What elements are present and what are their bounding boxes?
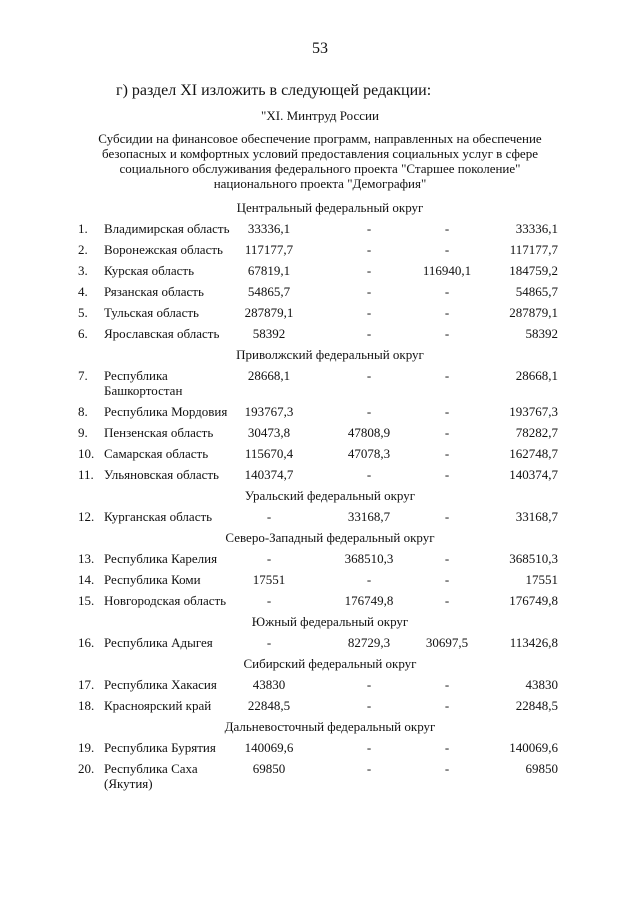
value-col-2: - [366, 698, 372, 713]
value-col-2: - [366, 467, 372, 482]
value-total: 184759,2 [509, 263, 558, 278]
value-total: 22848,5 [515, 698, 558, 713]
row-number: 3. [78, 263, 88, 278]
region-heading: Южный федеральный округ [251, 614, 409, 629]
value-col-1: 117177,7 [244, 242, 294, 257]
row-number: 20. [78, 761, 95, 776]
subject-name-line: Республика [104, 368, 168, 383]
value-col-3: - [444, 305, 450, 320]
region-heading: Сибирский федеральный округ [243, 656, 417, 671]
value-col-1: 58392 [252, 326, 286, 341]
value-col-1: - [266, 635, 272, 650]
value-total: 33336,1 [515, 221, 558, 236]
value-total: 140069,6 [509, 740, 558, 755]
row-number: 11. [78, 467, 94, 482]
table-row [0, 366, 640, 402]
value-col-1: - [266, 551, 272, 566]
value-col-1: 193767,3 [244, 404, 294, 419]
table-row [0, 549, 640, 570]
value-col-3: - [444, 446, 450, 461]
table-row [0, 240, 640, 261]
region-heading: Центральный федеральный округ [236, 200, 424, 215]
subject-name-line: Башкортостан [104, 383, 183, 398]
value-col-1: 140374,7 [244, 467, 294, 482]
value-col-3: - [444, 242, 450, 257]
subject-name-line: (Якутия) [104, 776, 153, 791]
value-total: 33168,7 [515, 509, 558, 524]
subtitle [95, 131, 545, 191]
row-number: 12. [78, 509, 95, 524]
value-total: 54865,7 [515, 284, 558, 299]
value-col-2: - [366, 677, 372, 692]
value-col-2: - [366, 761, 372, 776]
value-col-3: - [444, 368, 450, 383]
value-col-1: - [266, 593, 272, 608]
row-number: 17. [78, 677, 95, 692]
value-col-3: - [444, 572, 450, 587]
table-row [0, 324, 640, 345]
table-row [0, 465, 640, 486]
value-col-1: 69850 [252, 761, 286, 776]
value-col-3: 116940,1 [422, 263, 472, 278]
subtitle-line: национального проекта "Демография" [213, 176, 427, 191]
value-col-2: - [366, 305, 372, 320]
table-row [0, 738, 640, 759]
intro-text: г) раздел XI изложить в следующей редакции: [116, 82, 432, 99]
value-col-2: - [366, 740, 372, 755]
value-col-1: - [266, 509, 272, 524]
subject-name-line: Владимирская область [104, 221, 230, 236]
row-number: 18. [78, 698, 95, 713]
row-number: 15. [78, 593, 95, 608]
table-row [0, 261, 640, 282]
row-number: 9. [78, 425, 88, 440]
subject-name-line: Самарская область [104, 446, 209, 461]
value-col-1: 22848,5 [247, 698, 291, 713]
subject-name-line: Республика Бурятия [104, 740, 216, 755]
value-col-3: - [444, 467, 450, 482]
value-col-2: - [366, 221, 372, 236]
row-number: 16. [78, 635, 95, 650]
value-col-2: 47808,9 [347, 425, 391, 440]
value-col-1: 67819,1 [247, 263, 291, 278]
value-col-1: 115670,4 [244, 446, 294, 461]
row-number: 7. [78, 368, 88, 383]
row-number: 5. [78, 305, 88, 320]
subject-name-line: Ярославская область [104, 326, 220, 341]
value-col-2: - [366, 326, 372, 341]
value-col-3: - [444, 593, 450, 608]
value-col-2: 82729,3 [347, 635, 391, 650]
value-col-1: 17551 [252, 572, 286, 587]
row-number: 14. [78, 572, 95, 587]
value-col-1: 54865,7 [247, 284, 291, 299]
subject-name-line: Ульяновская область [104, 467, 219, 482]
table-row [0, 282, 640, 303]
region-heading: Северо-Западный федеральный округ [225, 530, 435, 545]
value-col-2: - [366, 263, 372, 278]
value-col-1: 43830 [252, 677, 286, 692]
value-total: 287879,1 [509, 305, 558, 320]
value-col-2: - [366, 242, 372, 257]
value-col-1: 28668,1 [247, 368, 291, 383]
subtitle-line: безопасных и комфортных условий предоставления социальных услуг в сфере [102, 146, 538, 161]
subject-name-line: Воронежская область [104, 242, 223, 257]
subject-name-line: Республика Мордовия [104, 404, 228, 419]
table-row [0, 444, 640, 465]
table-row [0, 675, 640, 696]
value-col-3: - [444, 425, 450, 440]
value-col-3: - [444, 509, 450, 524]
value-total: 193767,3 [509, 404, 558, 419]
value-col-1: 287879,1 [244, 305, 294, 320]
value-col-3: - [444, 551, 450, 566]
value-col-3: - [444, 677, 450, 692]
subsidy-table [0, 198, 640, 795]
value-col-2: 176749,8 [344, 593, 394, 608]
value-col-1: 33336,1 [247, 221, 291, 236]
value-total: 176749,8 [509, 593, 558, 608]
table-row [0, 591, 640, 612]
value-total: 78282,7 [515, 425, 558, 440]
subject-name-line: Республика Адыгея [104, 635, 213, 650]
subject-name-line: Новгородская область [104, 593, 227, 608]
value-col-3: - [444, 740, 450, 755]
value-total: 368510,3 [509, 551, 558, 566]
subject-name-line: Республика Коми [104, 572, 201, 587]
value-col-3: - [444, 326, 450, 341]
value-col-3: - [444, 284, 450, 299]
region-heading: Приволжский федеральный округ [236, 347, 424, 362]
value-col-3: - [444, 698, 450, 713]
subtitle-line: социального обслуживания федерального проекта "Старшее поколение" [119, 161, 521, 176]
subject-name-line: Пензенская область [104, 425, 214, 440]
value-col-2: - [366, 572, 372, 587]
value-col-2: - [366, 368, 372, 383]
value-total: 43830 [525, 677, 558, 692]
value-col-2: 33168,7 [347, 509, 391, 524]
table-row [0, 219, 640, 240]
row-number: 1. [78, 221, 88, 236]
section-title: "XI. Минтруд России [261, 108, 379, 123]
value-total: 140374,7 [509, 467, 558, 482]
table-row [0, 570, 640, 591]
value-total: 69850 [525, 761, 558, 776]
value-col-3: - [444, 221, 450, 236]
subject-name-line: Курская область [104, 263, 195, 278]
subject-name-line: Республика Карелия [104, 551, 218, 566]
region-heading: Дальневосточный федеральный округ [224, 719, 436, 734]
subject-name-line: Тульская область [104, 305, 199, 320]
value-col-3: 30697,5 [425, 635, 469, 650]
row-number: 10. [78, 446, 95, 461]
row-number: 6. [78, 326, 88, 341]
value-total: 113426,8 [509, 635, 558, 650]
row-number: 13. [78, 551, 95, 566]
value-col-3: - [444, 404, 450, 419]
value-col-2: - [366, 404, 372, 419]
table-row [0, 759, 640, 795]
table-row [0, 633, 640, 654]
value-total: 17551 [525, 572, 558, 587]
value-col-2: - [366, 284, 372, 299]
value-col-2: 47078,3 [347, 446, 391, 461]
table-row [0, 402, 640, 423]
table-row [0, 303, 640, 324]
row-number: 2. [78, 242, 88, 257]
row-number: 8. [78, 404, 88, 419]
subtitle-line: Субсидии на финансовое обеспечение программ, направленных на обеспечение [98, 131, 542, 146]
table-row [0, 423, 640, 444]
row-number: 4. [78, 284, 88, 299]
value-col-3: - [444, 761, 450, 776]
value-total: 162748,7 [509, 446, 558, 461]
subject-name-line: Рязанская область [104, 284, 204, 299]
region-heading: Уральский федеральный округ [244, 488, 416, 503]
subject-name-line: Красноярский край [104, 698, 212, 713]
value-total: 58392 [525, 326, 558, 341]
subject-name-line: Курганская область [104, 509, 213, 524]
value-total: 117177,7 [509, 242, 558, 257]
subject-name-line: Республика Саха [104, 761, 198, 776]
subject-name-line: Республика Хакасия [104, 677, 217, 692]
value-col-1: 140069,6 [244, 740, 294, 755]
page-number: 53 [312, 40, 328, 57]
table-row [0, 507, 640, 528]
value-col-2: 368510,3 [344, 551, 394, 566]
row-number: 19. [78, 740, 95, 755]
value-col-1: 30473,8 [247, 425, 291, 440]
value-total: 28668,1 [515, 368, 558, 383]
table-row [0, 696, 640, 717]
